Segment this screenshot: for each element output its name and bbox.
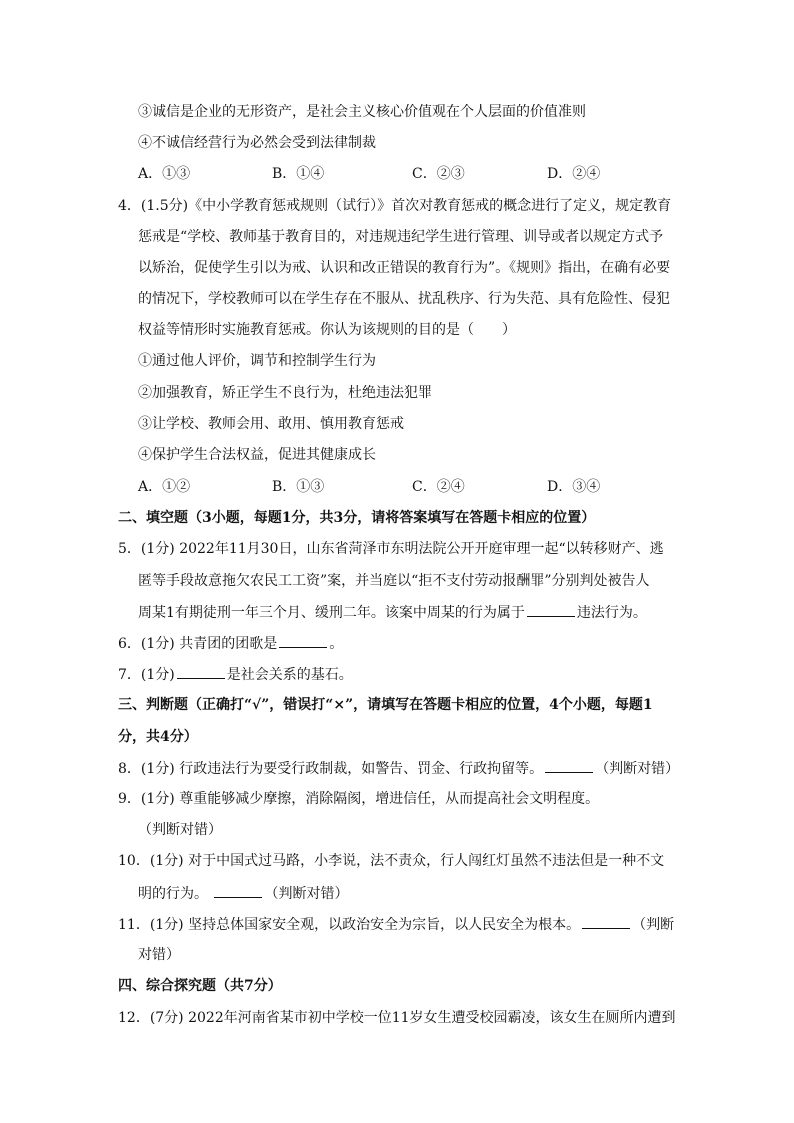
q4-option-d: D．③④ — [547, 479, 601, 495]
q5-line-3-end: 违法行为。 — [576, 605, 647, 621]
q8-line — [118, 758, 679, 779]
q4-option-a: A．①② — [138, 479, 191, 495]
q10-text-end: 明的行为。 — [138, 886, 208, 902]
q11-text: 11．(1分) 坚持总体国家安全观，以政治安全为宗旨，以人民安全为根本。 — [118, 917, 581, 933]
q4-option-c: C．②④ — [412, 479, 465, 495]
q4-line-2: 惩戒是“学校、教师基于教育目的，对违规违纪学生进行管理、训导或者以规定方式予 — [138, 229, 664, 245]
q4-line-1: 4．(1.5分)《中小学教育惩戒规则（试行）》首次对教育惩戒的概念进行了定义，规定教育 — [118, 198, 672, 214]
q3-statement-3: ③诚信是企业的无形资产，是社会主义核心价值观在个人层面的价值准则 — [138, 104, 586, 120]
section-3-heading-line-1: 三、判断题（正确打“√”，错误打“×”，请填写在答题卡相应的位置，4个小题，每题1 — [118, 697, 653, 713]
section-3-heading-line-2: 分，共4分） — [118, 729, 198, 745]
q4-line-4: 的情况下，学校教师可以在学生存在不服从、扰乱秩序、行为失范、具有危险性、侵犯 — [138, 291, 670, 307]
q8-suffix: （判断对错） — [595, 761, 680, 777]
q6-line — [118, 633, 343, 654]
section-2-heading: 二、填空题（3小题，每题1分，共3分，请将答案填写在答题卡相应的位置） — [118, 510, 596, 526]
section-4-heading: 四、综合探究题（共7分） — [118, 978, 282, 994]
q11-answer-blank[interactable] — [582, 914, 630, 929]
q3-option-c: C．②③ — [412, 166, 465, 182]
q6-end: 。 — [329, 636, 344, 652]
q5-line-1: 5．(1分) 2022年11月30日，山东省菏泽市东明法院公开开庭审理一起“以转移财产、逃 — [118, 541, 664, 557]
q6-text: 6．(1分) 共青团的团歌是 — [118, 636, 278, 652]
q9-line-1: 9．(1分) 尊重能够减少摩擦，消除隔阂，增进信任，从而提高社会文明程度。 — [118, 791, 600, 807]
q3-option-b: B．①④ — [272, 166, 325, 182]
q7-answer-blank[interactable] — [177, 664, 225, 679]
q3-option-a: A．①③ — [138, 166, 191, 182]
q11-line-1 — [118, 914, 674, 935]
q8-text: 8．(1分) 行政违法行为要受行政制裁，如警告、罚金、行政拘留等。 — [118, 761, 544, 777]
q4-statement-2: ②加强教育，矫正学生不良行为，杜绝违法犯罪 — [138, 385, 432, 401]
q9-suffix: （判断对错） — [138, 822, 222, 838]
q11-line-2: 对错） — [138, 947, 180, 963]
q8-answer-blank[interactable] — [545, 758, 593, 773]
q12-line-1: 12．(7分) 2022年河南省某市初中学校一位11岁女生遭受校园霸凌，该女生在厕所内遭到 — [118, 1010, 676, 1026]
q9-line-2 — [138, 820, 222, 840]
q6-answer-blank[interactable] — [279, 633, 327, 648]
q11-suffix: （判断 — [632, 917, 675, 933]
q4-statement-4: ④保护学生合法权益，促进其健康成长 — [138, 447, 376, 463]
q4-line-5: 权益等情形时实施教育惩戒。你认为该规则的目的是（ ） — [138, 322, 516, 338]
q4-statement-3: ③让学校、教师会用、敢用、慎用教育惩戒 — [138, 416, 404, 432]
q10-answer-blank[interactable] — [214, 883, 262, 898]
q5-line-3 — [138, 602, 647, 623]
q4-statement-1: ①通过他人评价，调节和控制学生行为 — [138, 353, 376, 369]
q3-option-d: D．②④ — [547, 166, 601, 182]
q10-line-2 — [138, 883, 348, 904]
q7-text: 是社会关系的基石。 — [226, 667, 353, 683]
q7-line — [118, 664, 353, 685]
q4-line-3: 以矫治，促使学生引以为戒、认识和改正错误的教育行为”。《规则》指出，在确有必要 — [138, 260, 671, 276]
q5-line-3-text: 周某1有期徒刑一年三个月、缓刑二年。该案中周某的行为属于 — [138, 605, 525, 621]
q10-suffix: （判断对错） — [264, 886, 349, 902]
q7-number: 7．(1分) — [118, 667, 175, 683]
q10-line-1: 10．(1分) 对于中国式过马路，小李说，法不责众，行人闯红灯虽然不违法但是一种不文 — [118, 853, 665, 869]
q5-answer-blank[interactable] — [527, 602, 575, 617]
q3-statement-4: ④不诚信经营行为必然会受到法律制裁 — [138, 135, 376, 151]
q5-line-2: 匿等手段故意拖欠农民工工资”案，并当庭以“拒不支付劳动报酬罪”分别判处被告人 — [138, 573, 650, 589]
q4-option-b: B．①③ — [272, 479, 325, 495]
